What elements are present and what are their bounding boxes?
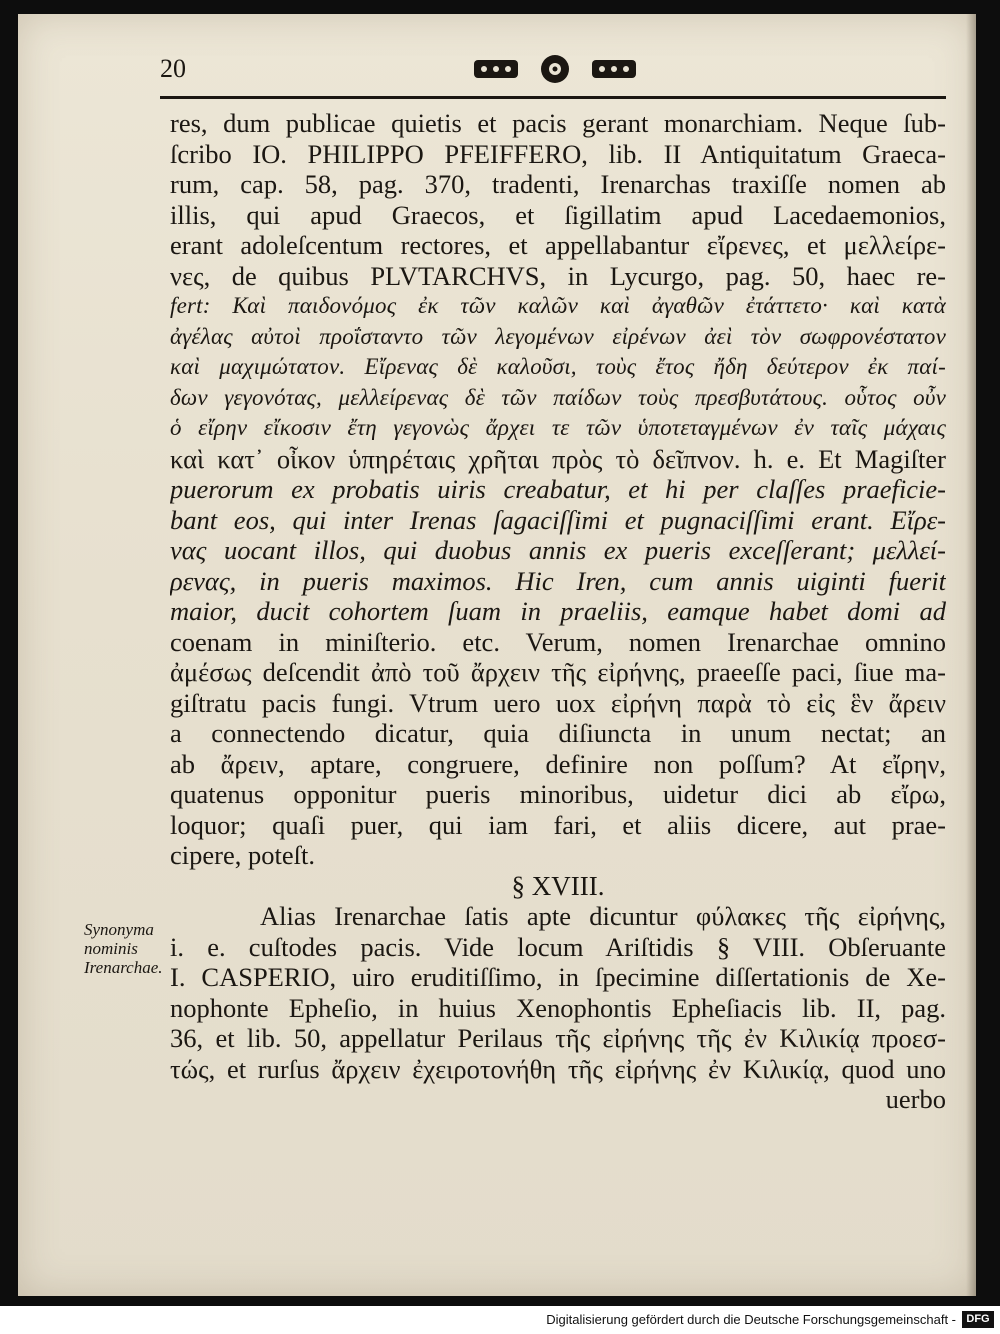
marginal-note	[84, 920, 204, 977]
text-line: quatenus opponitur pueris minoribus, uidetur dici ab εἴρω,	[170, 779, 946, 809]
marginal-note-line: nominis	[84, 939, 138, 958]
italic-line: puerorum ex probatis uiris creabatur, et hi per claſſes praeficie-	[170, 474, 946, 504]
text-line: νες, de quibus PLVTARCHVS, in Lycurgo, pag. 50, haec re-	[170, 260, 946, 291]
text-line: rum, cap. 58, pag. 370, tradenti, Irenarchas traxiſſe nomen ab	[170, 169, 946, 199]
text-line: a connectendo dicatur, quia diſiuncta in unum nectat; an	[170, 718, 946, 748]
text-line: ab ἄρειν, aptare, congruere, definire non poſſum? At εἴρην,	[170, 748, 946, 779]
italic-line: maior, ducit cohortem ſuam in praeliis, eamque habet domi ad	[170, 596, 946, 626]
italic-line: ρενας, in pueris maximos. Hic Iren, cum annis uiginti fuerit	[170, 565, 946, 596]
page-number: 20	[160, 54, 186, 83]
body-text	[170, 108, 946, 1115]
text-line: ἀμέσως deſcendit ἀπὸ τοῦ ἄρχειν τῆς εἰρήνης, praeeſſe paci, ſiue ma-	[170, 657, 946, 687]
text-line: coenam in miniſterio. etc. Verum, nomen Irenarchae omnino	[170, 626, 946, 657]
text-line: erant adoleſcentum rectores, et appellabantur εἴρενες, et μελλείρε-	[170, 230, 946, 260]
marginal-note-line: Irenarchae.	[84, 958, 163, 977]
section-text-line: nophonte Epheſio, in huius Xenophontis Epheſiacis lib. II, pag.	[170, 992, 946, 1023]
greek-quote-line: δων γεγονότας, μελλείρενας δὲ τῶν παίδων τοὺς πρεσβυτάτους. οὗτος οὖν	[170, 384, 946, 410]
funding-credit: Digitalisierung gefördert durch die Deutsche Forschungsgemeinschaft -	[546, 1312, 956, 1327]
printer-ornament-icon	[470, 52, 640, 86]
page-edge-shadow	[966, 14, 976, 1296]
greek-quote-line: ὁ εἴρην εἴκοσιν ἔτη γεγονὼς ἄρχει τε τῶν ὑποτεταγμένων ἐν ταῖς μάχαις	[170, 415, 946, 440]
text-line: cipere, poteſt.	[170, 840, 315, 870]
footer-bar	[0, 1306, 1000, 1334]
marginal-note-line: Synonyma	[84, 920, 154, 939]
greek-quote-line: καὶ μαχιμώτατον. Εἴρενας δὲ καλοῦσι, τοὺς ἔτος ἤδη δεύτερον ἐκ παί-	[170, 354, 946, 379]
italic-line: νας uocant illos, qui duobus annis ex pueris exceſſerant; μελλεί-	[170, 535, 946, 565]
text-line: loquor; quaſi puer, qui iam fari, et aliis dicere, aut prae-	[170, 809, 946, 840]
section-text-line: τώς, et rurſus ἄρχειν ἐχειροτονήθη τῆς εἰρήνης ἐν Κιλικίᾳ, quod uno	[170, 1053, 946, 1084]
section-text-line: uerbo	[885, 1084, 946, 1114]
section-text-line: I. CASPERIO, uiro eruditiſſimo, in ſpecimine diſſertationis de Xe-	[170, 962, 946, 992]
section-text-line: i. e. cuſtodes pacis. Vide locum Ariſtidis § VIII. Obſeruante	[170, 931, 946, 962]
dfg-logo-icon: DFG	[962, 1311, 994, 1328]
text-line: ſcribo IO. PHILIPPO PFEIFFERO, lib. II Antiquitatum Graeca-	[170, 138, 946, 169]
section-text-line: Alias Irenarchae ſatis apte dicuntur φύλακες τῆς εἰρήνης,	[260, 901, 946, 931]
text-line: καὶ κατ᾽ οἶκον ὑπηρέταις χρῆται πρὸς τὸ δεῖπνον. h. e. Et Magiſter	[170, 443, 946, 474]
italic-line: bant eos, qui inter Irenas ſagaciſſimi et pugnaciſſimi erant. Εἴρε-	[170, 504, 946, 535]
running-head	[160, 52, 950, 94]
text-line: illis, qui apud Graecos, et ſigillatim apud Lacedaemonios,	[170, 199, 946, 230]
text-line: res, dum publicae quietis et pacis gerant monarchiam. Neque ſub-	[170, 108, 946, 138]
greek-quote-line: ἀγέλας αὐτοὶ προΐσταντο τῶν λεγομένων εἰρένων ἀεὶ τὸν σωφρονέστατον	[170, 323, 946, 349]
section-text-line: 36, et lib. 50, appellatur Perilaus τῆς εἰρήνης τῆς ἐν Κιλικίᾳ προεσ-	[170, 1023, 946, 1053]
text-line: giſtratu pacis fungi. Vtrum uero uox εἰρήνη παρὰ τὸ εἰς ἓν ἄρειν	[170, 687, 946, 718]
header-rule	[160, 96, 946, 99]
section-heading: § XVIII.	[511, 870, 605, 901]
greek-quote-line: fert: Καὶ παιδονόμος ἐκ τῶν καλῶν καὶ ἀγαθῶν ἐτάττετο· καὶ κατὰ	[170, 293, 946, 318]
